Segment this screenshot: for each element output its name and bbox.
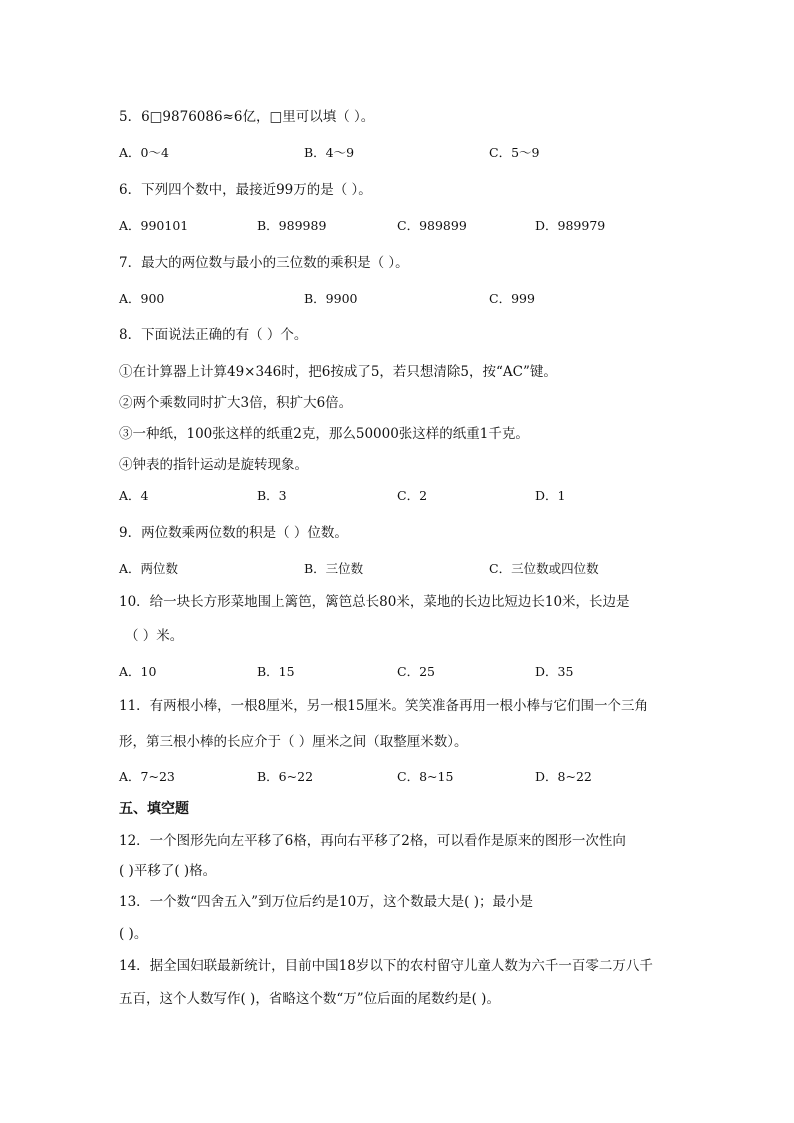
question-9-option-c: C．三位数或四位数 [489,561,599,576]
question-13-line-2: ( )。 [119,926,148,942]
question-10-stem-line-2: （ ）米。 [125,628,184,644]
question-8-option-c: C．2 [397,488,428,503]
question-12-line-1: 12．一个图形先向左平移了6格，再向右平移了2格，可以看作是原来的图形一次性向 [119,833,626,849]
section-heading-fill-in: 五、填空题 [119,801,189,817]
question-7-option-a: A．900 [119,291,165,306]
question-14-line-2: 五百，这个人数写作( )，省略这个数“万”位后面的尾数约是( )。 [119,991,500,1007]
question-8-option-d: D．1 [535,488,566,503]
question-14-line-1: 14．据全国妇联最新统计，目前中国18岁以下的农村留守儿童人数为六千一百零二万八千 [119,958,653,974]
question-8-option-b: B．3 [257,488,287,503]
question-5-option-c: C．5～9 [489,145,540,160]
question-10-stem-line-1: 10．给一块长方形菜地围上篱笆，篱笆总长80米，菜地的长边比短边长10米，长边是 [119,594,630,610]
question-6-stem: 6．下列四个数中，最接近99万的是（ ）。 [119,182,372,198]
question-10-option-a: A．10 [119,664,157,679]
question-12-line-2: ( )平移了( )格。 [119,863,217,879]
question-11-stem-line-1: 11．有两根小棒，一根8厘米，另一根15厘米。笑笑准备再用一根小棒与它们围一个三角 [119,698,648,714]
question-5-option-a: A．0～4 [119,145,169,160]
question-6-option-a: A．990101 [119,218,189,233]
question-11-option-d: D．8~22 [535,769,592,784]
question-7-stem: 7．最大的两位数与最小的三位数的乘积是（ ）。 [119,255,409,271]
question-13-line-1: 13．一个数“四舍五入”到万位后约是10万，这个数最大是( )；最小是 [119,894,533,910]
question-8-statement-4: ④钟表的指针运动是旋转现象。 [119,457,308,473]
question-5-stem: 5．6□9876086≈6亿，□里可以填（ ）。 [119,109,375,125]
question-9-stem: 9．两位数乘两位数的积是（ ）位数。 [119,525,348,541]
question-8-stem: 8．下面说法正确的有（ ）个。 [119,327,308,343]
question-6-option-b: B．989989 [257,218,327,233]
question-5-option-b: B．4～9 [304,145,355,160]
question-10-option-d: D．35 [535,664,574,679]
question-9-option-a: A．两位数 [119,561,179,576]
question-9-option-b: B．三位数 [304,561,364,576]
question-7-option-c: C．999 [489,291,535,306]
question-7-option-b: B．9900 [304,291,358,306]
question-8-statement-2: ②两个乘数同时扩大3倍，积扩大6倍。 [119,395,353,411]
question-8-statement-3: ③一种纸，100张这样的纸重2克，那么50000张这样的纸重1千克。 [119,426,529,442]
question-11-option-a: A．7~23 [119,769,175,784]
question-6-option-c: C．989899 [397,218,467,233]
question-11-option-c: C．8~15 [397,769,454,784]
question-11-stem-line-2: 形，第三根小棒的长应介于（ ）厘米之间（取整厘米数）。 [119,734,468,750]
question-6-option-d: D．989979 [535,218,606,233]
question-8-option-a: A．4 [119,488,149,503]
question-8-statement-1: ①在计算器上计算49×346时，把6按成了5，若只想清除5，按“AC”键。 [119,364,557,380]
question-10-option-b: B．15 [257,664,295,679]
question-11-option-b: B．6~22 [257,769,314,784]
question-10-option-c: C．25 [397,664,435,679]
